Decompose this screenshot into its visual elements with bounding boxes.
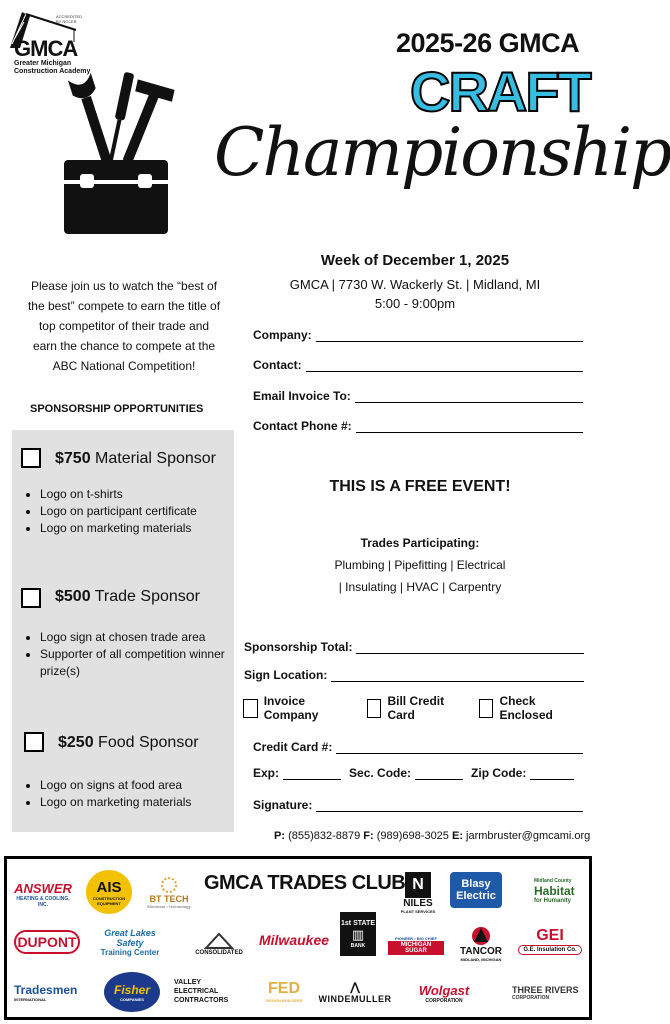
email-invoice-field[interactable]: Email Invoice To: — [253, 385, 583, 403]
blasy-electric-logo: Blasy Electric — [450, 872, 502, 908]
contact-info: P: (855)832-8879 F: (989)698-3025 E: jarmbruster@gmcami.org — [274, 830, 591, 842]
company-field[interactable]: Company: — [253, 324, 583, 342]
title-championship: Championship — [214, 114, 670, 191]
intro-paragraph: Please join us to watch the “best of the best” compete to earn the title of top competitor of their trade and earn the chance to compete at the ABC National Competition! — [27, 279, 221, 373]
list-item: • Logo on participant certificate — [40, 503, 197, 520]
gei-logo: GEI G.E. Insulation Co. — [516, 920, 584, 962]
title-craft: CRAFT — [410, 60, 590, 123]
tier-500-benefits — [22, 629, 240, 680]
gmca-logo-letters: GMCA — [14, 36, 78, 61]
three-rivers-logo: THREE RIVERS CORPORATION — [512, 985, 579, 1001]
trades-heading: Trades Participating: — [360, 536, 480, 550]
tier-250-title: $250 Food Sponsor — [58, 734, 199, 751]
niles-logo: N NILES PLANT SERVICES — [398, 870, 438, 916]
milwaukee-logo: Milwaukee — [258, 932, 330, 948]
event-details — [250, 275, 580, 313]
bt-tech-logo: BT TECH Electrical • Technology — [146, 868, 192, 916]
tier-750-benefits — [22, 486, 197, 537]
first-state-bank-logo: 1st STATE ▥ BANK — [340, 912, 376, 956]
list-item: • Logo on t-shirts — [40, 486, 197, 503]
great-lakes-safety-logo: Great Lakes Safety Training Center — [100, 927, 160, 957]
payment-options — [243, 694, 596, 722]
bill-credit-card-option[interactable]: Bill Credit Card — [367, 694, 473, 722]
sign-location-field[interactable]: Sign Location: — [244, 664, 584, 682]
list-item: • Logo on marketing materials — [40, 794, 191, 811]
credit-card-field[interactable]: Credit Card #: — [253, 736, 583, 754]
ais-logo: AIS CONSTRUCTION EQUIPMENT — [86, 870, 132, 914]
sponsorship-total-field[interactable]: Sponsorship Total: — [244, 636, 584, 654]
consolidated-logo: CONSOLIDATED — [188, 924, 250, 964]
sec-code-field[interactable] — [415, 765, 463, 780]
sponsorship-heading: SPONSORSHIP OPPORTUNITIES — [30, 403, 204, 415]
consolidated-emblem-icon — [204, 932, 234, 950]
invoice-company-option[interactable]: Invoice Company — [243, 694, 361, 722]
answer-logo: ANSWER HEATING & COOLING, INC. — [14, 880, 72, 908]
contact-phone-field[interactable]: Contact Phone #: — [253, 415, 583, 433]
tier-500-checkbox[interactable] — [21, 588, 41, 608]
trades-list: Plumbing | Pipefitting | Electrical | Insulating | HVAC | Carpentry — [334, 558, 506, 594]
trades-club-title: GMCA TRADES CLUB — [204, 872, 406, 894]
free-event-heading: THIS IS A FREE EVENT! — [329, 478, 511, 495]
list-item: • Supporter of all competition winner prize(s) — [40, 646, 240, 680]
contact-field[interactable]: Contact: — [253, 354, 583, 372]
gmca-logo-subtitle: Greater Michigan Construction Academy — [14, 60, 91, 75]
check-enclosed-option[interactable]: Check Enclosed — [479, 694, 590, 722]
tancor-emblem-icon — [470, 926, 492, 946]
check-enclosed-checkbox[interactable] — [479, 699, 494, 718]
invoice-company-checkbox[interactable] — [243, 699, 258, 718]
exp-field[interactable] — [283, 765, 341, 780]
zip-code-field[interactable] — [530, 765, 574, 780]
email-link[interactable]: jarmbruster@gmcami.org — [466, 830, 591, 842]
fed-logo: FED DESIGN BUILDERS — [265, 979, 303, 1003]
tier-250-benefits — [22, 777, 191, 811]
accreditation-text: ACCREDITED BY NCCER — [56, 14, 83, 24]
windemuller-logo: ⋀ WINDEMULLER — [318, 980, 392, 1004]
tradesmen-logo: Tradesmen INTERNATIONAL — [14, 982, 78, 1002]
tier-500-title: $500 Trade Sponsor — [55, 588, 200, 605]
bt-tech-sun-icon — [160, 876, 178, 894]
habitat-logo: Midland County Habitat for Humanity — [534, 878, 575, 904]
wolgast-logo: Wolgast CORPORATION — [418, 982, 470, 1004]
title-year: 2025-26 GMCA — [396, 28, 580, 58]
tier-250-checkbox[interactable] — [24, 732, 44, 752]
tier-750-checkbox[interactable] — [21, 448, 41, 468]
tancor-logo: TANCOR MIDLAND, MICHIGAN — [454, 922, 508, 966]
fisher-logo: Fisher COMPANIES — [104, 972, 160, 1012]
dupont-logo: DUPONT — [14, 930, 80, 954]
michigan-sugar-logo: PIONEER • BIG CHIEF MICHIGAN SUGAR — [388, 928, 444, 962]
list-item: • Logo on signs at food area — [40, 777, 191, 794]
list-item: • Logo sign at chosen trade area — [40, 629, 240, 646]
event-time: 5:00 - 9:00pm — [374, 296, 456, 311]
list-item: • Logo on marketing materials — [40, 520, 197, 537]
bill-credit-card-checkbox[interactable] — [367, 699, 382, 718]
event-week: Week of December 1, 2025 — [320, 252, 510, 269]
card-details-row: Exp: Sec. Code: Zip Code: — [253, 765, 583, 780]
signature-field[interactable]: Signature: — [253, 794, 583, 812]
tier-750-title: $750 Material Sponsor — [55, 450, 216, 467]
toolbox-icon — [58, 68, 174, 238]
valley-electrical-logo: VALLEY ELECTRICAL CONTRACTORS — [174, 978, 229, 1004]
event-address: GMCA | 7730 W. Wackerly St. | Midland, MI — [289, 277, 541, 292]
